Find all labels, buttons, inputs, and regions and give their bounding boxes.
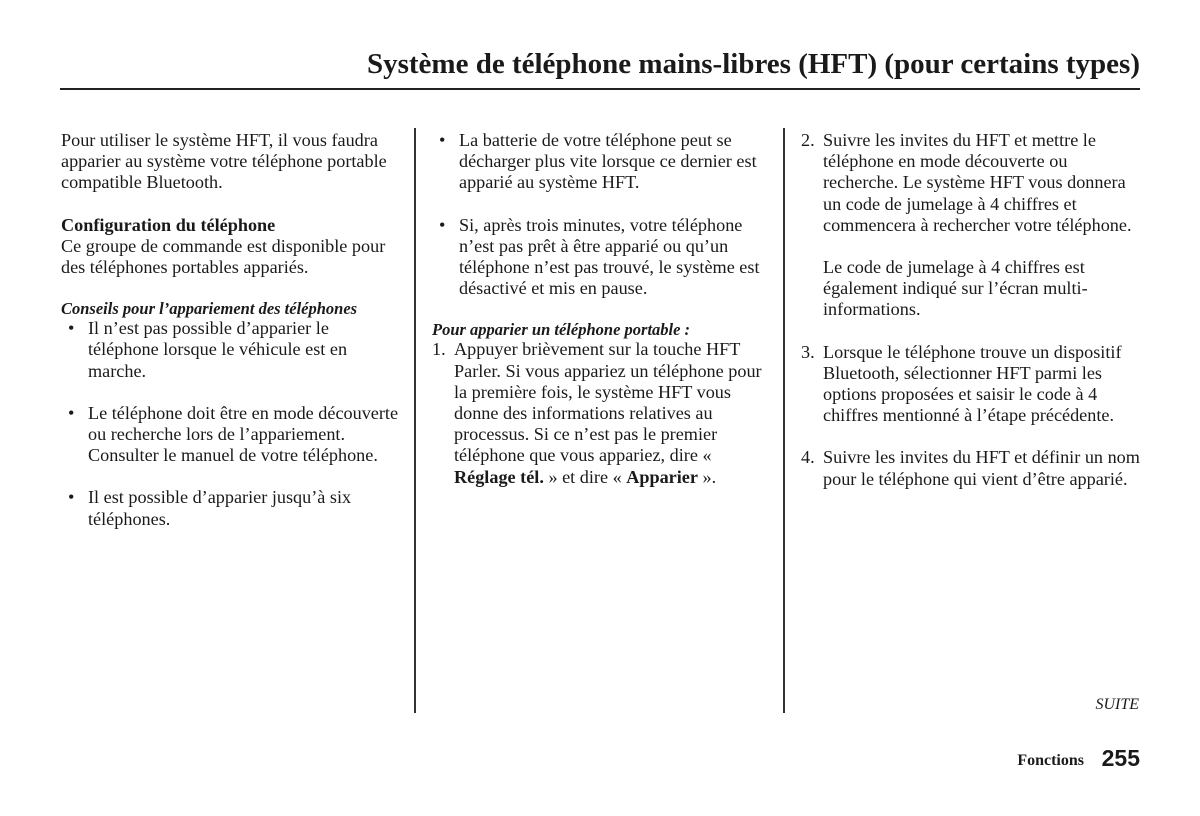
voice-command-settings: Réglage tél. <box>454 466 544 487</box>
column-2 <box>432 130 767 509</box>
bullet-dot: • <box>439 214 446 235</box>
voice-command-pair: Apparier <box>626 466 698 487</box>
tips-heading: Conseils pour l’appariement des téléphones <box>61 299 358 319</box>
bullet-dot: • <box>68 487 75 508</box>
tip-text: Le téléphone doit être en mode découverte ou recherche lors de l’appariement. Consulter le manuel de votre téléphone. <box>88 402 399 466</box>
step-number: 1. <box>432 339 446 360</box>
note-bullet <box>432 215 767 300</box>
bullet-dot: • <box>68 402 75 423</box>
bullet-dot: • <box>439 130 446 150</box>
bullet-dot: • <box>68 318 75 339</box>
page-number: 255 <box>1101 745 1140 771</box>
step-text-mid: » et dire « <box>543 466 627 487</box>
intro-paragraph: Pour utiliser le système HFT, il vous faudra apparier au système votre téléphone portable compatible Bluetooth. <box>61 130 387 193</box>
pairing-code-note: Le code de jumelage à 4 chiffres est également indiqué sur l’écran multi-informations. <box>823 257 1088 320</box>
config-paragraph: Ce groupe de commande est disponible pour des téléphones portables appariés. <box>61 235 386 278</box>
pairing-step-2 <box>801 130 1146 236</box>
tip-text: Il est possible d’apparier jusqu’à six téléphones. <box>88 487 352 529</box>
section-name: Fonctions <box>1017 752 1084 769</box>
column-divider-right <box>783 128 785 713</box>
page-title: Système de téléphone mains-libres (HFT) (pour certains types) <box>366 48 1140 80</box>
tip-text: Il n’est pas possible d’apparier le téléphone lorsque le véhicule est en marche. <box>88 318 348 381</box>
tip-bullet <box>61 318 401 382</box>
step-text-end: ». <box>697 466 717 487</box>
note-text: Si, après trois minutes, votre téléphone n’est pas prêt à être apparié ou qu’un téléphone n’est pas trouvé, le système est désactivé et mis en pause. <box>459 214 760 299</box>
column-divider-left <box>414 128 416 713</box>
pairing-step-3 <box>801 342 1146 427</box>
column-1 <box>61 130 401 551</box>
step-text: Appuyer brièvement sur la touche HFT Parler. Si vous appariez un téléphone pour la première fois, le système HFT vous donne des informations relatives au processus. Si ce n’est pas le premier téléphone que vous appariez, dire « <box>454 339 762 466</box>
pairing-heading: Pour apparier un téléphone portable : <box>432 320 691 340</box>
column-3 <box>801 130 1146 511</box>
tip-bullet <box>61 403 401 467</box>
pairing-step-4 <box>801 447 1146 489</box>
title-rule <box>60 88 1140 90</box>
step-text: Lorsque le téléphone trouve un dispositif Bluetooth, sélectionner HFT parmi les options proposées et saisir le code à 4 chiffres mentionné à l’étape précédente. <box>823 341 1122 426</box>
continued-label: SUITE <box>1095 696 1139 713</box>
step-number: 3. <box>801 341 815 362</box>
note-bullet <box>432 130 767 194</box>
tip-bullet <box>61 487 401 529</box>
pairing-step-1 <box>432 339 767 487</box>
note-text: La batterie de votre téléphone peut se décharger plus vite lorsque ce dernier est apparié au système HFT. <box>459 130 757 193</box>
step-number: 4. <box>801 447 815 468</box>
step-text: Suivre les invites du HFT et mettre le téléphone en mode découverte ou recherche. Le système HFT vous donnera un code de jumelage à 4 chiffres et commencera à rechercher votre téléphone. <box>823 130 1132 235</box>
step-number: 2. <box>801 130 815 150</box>
config-heading: Configuration du téléphone <box>61 214 276 235</box>
step-text: Suivre les invites du HFT et définir un nom pour le téléphone qui vient d’être apparié. <box>823 447 1140 489</box>
